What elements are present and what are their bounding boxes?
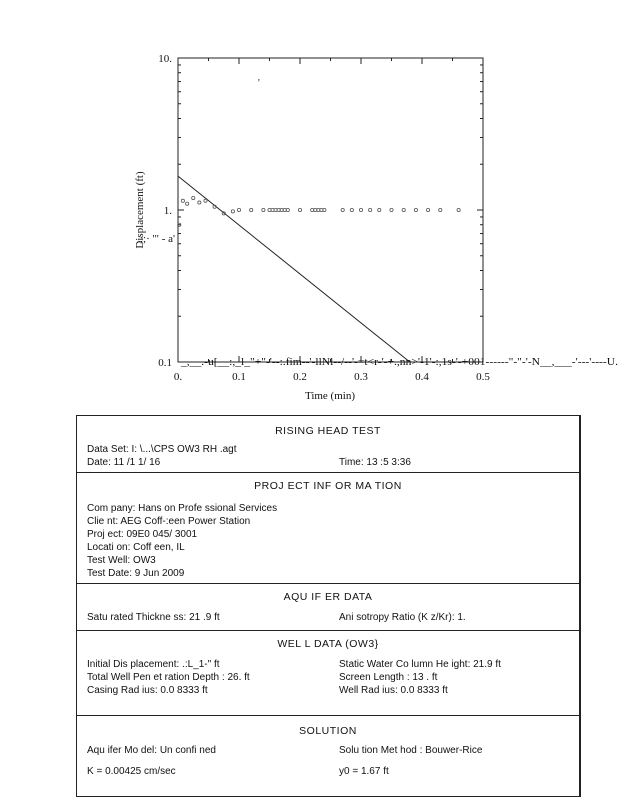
y-axis-label: Displacement (ft) — [134, 171, 146, 249]
solution-method: Solu tion Met hod : Bouwer-Rice — [339, 745, 483, 756]
observation-point — [204, 199, 207, 202]
client: Clie nt: AEG Coff-:een Power Station — [87, 516, 251, 527]
well-radius: Well Rad ius: 0.0 8333 ft — [339, 685, 448, 696]
axis-ticks — [178, 58, 483, 362]
company: Com pany: Hans on Profe ssional Services — [87, 503, 278, 514]
observation-point — [341, 208, 344, 211]
x-tick-labels — [174, 371, 491, 383]
y-tick-label: 1. — [163, 205, 172, 217]
observation-point — [181, 199, 184, 202]
test-title: RISING HEAD TEST — [275, 425, 381, 437]
aquifer-section — [77, 584, 579, 631]
test-section — [77, 416, 579, 473]
data-set: Data Set: I: \...\CPS OW3 RH .agt — [87, 444, 237, 455]
well-title: WEL L DATA (OW3} — [277, 638, 379, 650]
ocr-noise-top: ' — [258, 78, 260, 89]
solution-title: SOLUTION — [299, 725, 357, 737]
y-tick-label: 10. — [158, 53, 172, 65]
x-axis-label: Time (min) — [304, 390, 356, 402]
observation-point — [402, 208, 405, 211]
observation-point — [427, 208, 430, 211]
test-well: Test Well: OW3 — [87, 555, 156, 566]
project-title: PROJ ECT INF OR MA TION — [254, 480, 402, 492]
ocr-noise-left: ;;· '" - a' — [140, 233, 176, 245]
y-tick-labels — [158, 53, 172, 369]
aquifer-title: AQU IF ER DATA — [283, 591, 373, 603]
observation-point — [186, 202, 189, 205]
casing-radius: Casing Rad ius: 0.0 8333 ft — [87, 685, 208, 696]
observation-point — [378, 208, 381, 211]
plot-frame — [178, 58, 483, 362]
initial-displacement: Initial Dis placement: .:L_1-" ft — [87, 659, 220, 670]
fit-line — [178, 176, 410, 362]
test-time-stamp: Time: 13 :5 3:36 — [339, 457, 411, 468]
screen-length: Screen Length : 13 . ft — [339, 672, 438, 683]
fit-line-group — [178, 176, 410, 362]
observation-point — [359, 208, 362, 211]
hydraulic-conductivity: K = 0.00425 cm/sec — [87, 766, 176, 777]
observation-point — [439, 208, 442, 211]
observation-point — [237, 208, 240, 211]
x-tick-label: 0.5 — [476, 371, 490, 383]
y-tick-label: 0.1 — [158, 357, 172, 369]
observation-points — [178, 196, 461, 226]
report-panel — [76, 415, 581, 797]
observation-point — [192, 196, 195, 199]
observation-point — [298, 208, 301, 211]
test-date: Test Date: 9 Jun 2009 — [87, 568, 185, 579]
well-section — [77, 631, 579, 716]
saturated-thickness: Satu rated Thickne ss: 21 .9 ft — [87, 612, 220, 623]
x-tick-label: 0.1 — [232, 371, 246, 383]
location: Locati on: Coff een, IL — [87, 542, 185, 553]
x-tick-label: 0.2 — [293, 371, 307, 383]
y0-value: y0 = 1.67 ft — [339, 766, 389, 777]
project-section — [77, 473, 579, 584]
observation-point — [390, 208, 393, 211]
observation-point — [231, 210, 234, 213]
x-tick-label: 0.3 — [354, 371, 368, 383]
observation-point — [250, 208, 253, 211]
total-well-penetration: Total Well Pen et ration Depth : 26. ft — [87, 672, 250, 683]
anisotropy-ratio: Ani sotropy Ratio (K z/Kr): 1. — [339, 612, 466, 623]
static-water-column: Static Water Co lumn He ight: 21.9 ft — [339, 659, 501, 670]
observation-point — [369, 208, 372, 211]
aquifer-model: Aqu ifer Mo del: Un confi ned — [87, 745, 216, 756]
observation-point — [350, 208, 353, 211]
observation-point — [198, 201, 201, 204]
observation-point — [262, 208, 265, 211]
solution-section — [77, 716, 579, 796]
test-date-stamp: Date: 11 /1 1/ 16 — [87, 457, 161, 468]
observation-point — [457, 208, 460, 211]
ocr-noise-bottom: _,__.-u[__:,_l_"+"-'--:.fim--'-llNl--/--'-=t<r-'-+.,nn>'-1'-:,1s-'-+001------"-"-'-N__,___-'---'----U. — [179, 356, 618, 368]
x-tick-label: 0. — [173, 371, 183, 383]
project-number: Proj ect: 09E0 045/ 3001 — [87, 529, 198, 540]
x-tick-label: 0.4 — [415, 371, 429, 383]
observation-point — [414, 208, 417, 211]
